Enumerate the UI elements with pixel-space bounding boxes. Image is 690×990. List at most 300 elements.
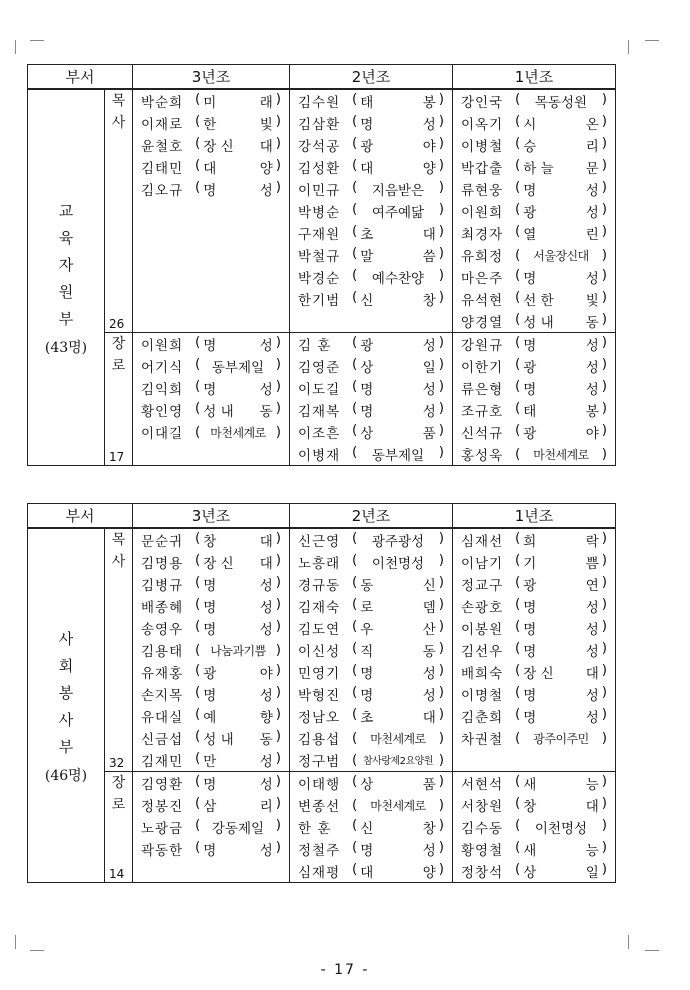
member-name: 박순희 [141, 95, 184, 111]
member-name: 손광호 [461, 600, 504, 616]
church-part: 명 [203, 382, 217, 398]
paren-close: ) [275, 618, 282, 634]
paren-open: ( [195, 91, 201, 107]
church-part: 성 [585, 644, 599, 660]
church-label [520, 113, 601, 133]
church-part: 광 [523, 426, 537, 442]
church-part: 상 [523, 865, 537, 881]
paren-open: ( [515, 618, 521, 634]
church-part: 대 [360, 865, 374, 881]
paren-open: ( [515, 246, 521, 263]
church-part: 양 [422, 161, 436, 177]
role-count: 14 [109, 867, 125, 881]
church-label [520, 684, 601, 704]
names-cell-g3 [133, 333, 290, 466]
paren-open: ( [352, 574, 358, 590]
member-name: 이민규 [298, 183, 341, 199]
church-part: 삼 [203, 799, 217, 815]
paren-open: ( [195, 334, 201, 350]
church-name [352, 223, 446, 243]
church-part: 명 [203, 600, 217, 616]
member-entry [461, 399, 609, 421]
church-label [357, 839, 438, 859]
church-label [520, 640, 601, 660]
member-name: 노흥래 [298, 556, 341, 572]
member-entry [461, 222, 609, 244]
member-name: 김수동 [461, 821, 504, 837]
church-label [520, 311, 601, 331]
church-part: 봉 [585, 404, 599, 420]
paren-close: ) [438, 706, 445, 722]
church-label [357, 618, 438, 638]
member-entry [298, 683, 446, 705]
member-name: 차권철 [461, 732, 504, 748]
church-label [357, 574, 438, 594]
role-label [105, 333, 132, 377]
paren-close: ) [601, 445, 608, 462]
dept-char: 자 [58, 256, 74, 274]
member-name: 배희숙 [461, 666, 504, 682]
paren-open: ( [352, 91, 358, 107]
church-part: 광 [360, 338, 374, 354]
church-label [520, 400, 601, 420]
paren-close: ) [601, 223, 608, 239]
church-part: 동 [259, 404, 273, 420]
paren-open: ( [515, 378, 521, 394]
church-part: 성 [585, 382, 599, 398]
church-part: 대 [360, 161, 374, 177]
paren-close: ) [275, 378, 282, 394]
member-entry [461, 377, 609, 399]
paren-open: ( [515, 773, 521, 789]
member-entry [298, 333, 446, 355]
church-label [357, 113, 438, 133]
church-label [520, 356, 601, 376]
role-cell [105, 89, 133, 333]
church-label [200, 135, 275, 155]
church-part: 품 [422, 426, 436, 442]
church-name [352, 422, 446, 442]
member-name: 구재원 [298, 227, 341, 243]
paren-close: ) [275, 135, 282, 151]
paren-open: ( [515, 839, 521, 855]
member-entry [461, 551, 609, 573]
church-label [357, 378, 438, 398]
church-part: 야 [422, 139, 436, 155]
church-name [195, 157, 283, 177]
paren-open: ( [352, 289, 358, 305]
crop-mark [645, 950, 659, 951]
member-name: 이도길 [298, 382, 341, 398]
church-name [352, 730, 446, 747]
church-label [200, 750, 275, 770]
church-label: 동부제일 [211, 360, 265, 376]
member-name: 정철주 [298, 843, 341, 859]
role-count: 17 [109, 450, 125, 464]
paren-open: ( [352, 179, 358, 195]
member-name: 박철규 [298, 249, 341, 265]
church-label [520, 574, 601, 594]
member-entry [141, 705, 283, 727]
church-label [520, 530, 601, 550]
paren-close: ) [601, 135, 608, 151]
paren-close: ) [601, 530, 608, 546]
role-char: 장 [111, 775, 126, 791]
paren-close: ) [438, 91, 445, 107]
member-name: 박형진 [298, 688, 341, 704]
church-label [520, 839, 601, 859]
church-part: 대 [259, 139, 273, 155]
church-part: 명 [360, 666, 374, 682]
church-name [352, 356, 446, 376]
church-name [352, 334, 446, 354]
church-part: 미 [203, 95, 217, 111]
church-label [357, 773, 438, 793]
church-part: 직 [360, 644, 374, 660]
paren-open: ( [515, 289, 521, 305]
member-name: 문순귀 [141, 534, 184, 550]
member-name: 김선우 [461, 644, 504, 660]
church-part: 만 [203, 754, 217, 770]
paren-close: ) [601, 334, 608, 350]
paren-close: ) [438, 796, 445, 813]
church-name [515, 640, 609, 660]
church-part: 성 [585, 600, 599, 616]
member-entry [298, 266, 446, 288]
member-entry [461, 838, 609, 860]
church-label: 강동제일 [211, 821, 265, 837]
role-char: 로 [111, 358, 126, 374]
paren-open: ( [352, 729, 358, 746]
member-name: 서창원 [461, 799, 504, 815]
member-name: 김용태 [141, 644, 184, 660]
church-part: 품 [422, 777, 436, 793]
church-part: 성 [585, 183, 599, 199]
church-part: 희 [523, 534, 537, 550]
church-part: 말 [360, 249, 374, 265]
dept-char: 부 [58, 310, 74, 328]
paren-open: ( [195, 378, 201, 394]
member-name: 김용섭 [298, 732, 341, 748]
church-label [357, 91, 438, 111]
church-label: 이천명성 [534, 821, 588, 837]
church-name [195, 684, 283, 704]
member-name: 이병철 [461, 139, 504, 155]
group-row [28, 772, 616, 883]
paren-open: ( [515, 706, 521, 722]
member-entry [298, 617, 446, 639]
church-label [357, 422, 438, 442]
church-label: 동부제일 [371, 448, 425, 464]
church-name [515, 861, 609, 881]
church-part: 동 [422, 644, 436, 660]
dept-name [28, 198, 104, 333]
paren-close: ) [601, 378, 608, 394]
header-row [28, 65, 616, 90]
paren-close: ) [601, 400, 608, 416]
church-name [352, 444, 446, 464]
church-part: 명 [203, 843, 217, 859]
church-name [515, 422, 609, 442]
role-label [105, 90, 132, 134]
member-name: 박경순 [298, 271, 341, 287]
paren-close: ) [275, 400, 282, 416]
church-name [195, 552, 283, 572]
paren-close: ) [275, 684, 282, 700]
church-name [515, 247, 609, 264]
paren-open: ( [352, 157, 358, 173]
church-part: 시 [523, 117, 537, 133]
crop-mark [628, 40, 629, 54]
member-entry [298, 816, 446, 838]
church-label [520, 223, 601, 243]
paren-close: ) [438, 356, 445, 372]
paren-open: ( [515, 135, 521, 151]
member-name: 노광금 [141, 821, 184, 837]
church-name [352, 378, 446, 398]
church-label [357, 640, 438, 660]
church-part: 명 [523, 338, 537, 354]
church-part: 우 [360, 622, 374, 638]
header-dept: 부서 [28, 504, 133, 529]
church-label [520, 135, 601, 155]
church-part: 성 내 [203, 404, 234, 420]
church-part: 명 [203, 777, 217, 793]
paren-close: ) [601, 729, 608, 746]
names-cell-g3 [133, 772, 290, 883]
paren-open: ( [195, 530, 201, 546]
member-entry [461, 705, 609, 727]
paren-open: ( [515, 91, 521, 107]
member-entry [141, 355, 283, 377]
paren-open: ( [352, 223, 358, 239]
member-entry [461, 661, 609, 683]
member-entry [141, 573, 283, 595]
member-entry [141, 727, 283, 749]
paren-open: ( [352, 378, 358, 394]
church-label [200, 552, 275, 572]
church-part: 성 내 [203, 732, 234, 748]
church-label [357, 684, 438, 704]
paren-open: ( [195, 552, 201, 568]
church-name [195, 356, 283, 376]
church-name [352, 530, 446, 550]
paren-close: ) [438, 817, 445, 833]
church-part: 열 [523, 227, 537, 243]
header-2yr: 2년조 [290, 65, 453, 90]
church-name [352, 574, 446, 594]
member-entry [298, 661, 446, 683]
dept-char: 사 [58, 630, 74, 648]
church-part: 명 [523, 271, 537, 287]
church-part: 명 [203, 338, 217, 354]
member-entry [298, 551, 446, 573]
church-part: 양 [422, 865, 436, 881]
paren-close: ) [275, 423, 282, 440]
member-entry [298, 222, 446, 244]
member-entry [461, 178, 609, 200]
role-label [105, 529, 132, 573]
church-name [352, 400, 446, 420]
member-name: 강인국 [461, 95, 504, 111]
church-label [520, 157, 601, 177]
member-entry [461, 573, 609, 595]
church-part: 명 [523, 600, 537, 616]
names-cell-g1 [453, 89, 616, 333]
church-label [520, 289, 601, 309]
church-label [200, 400, 275, 420]
church-part: 창 [523, 799, 537, 815]
church-name [352, 817, 446, 837]
church-name [515, 334, 609, 354]
church-name [195, 817, 283, 837]
church-part: 명 [203, 688, 217, 704]
member-entry [461, 333, 609, 355]
member-name: 유석현 [461, 293, 504, 309]
names-cell-g3 [133, 528, 290, 772]
member-name: 윤철호 [141, 139, 184, 155]
church-part: 산 [422, 622, 436, 638]
church-label: 광주광성 [371, 534, 425, 550]
member-name: 경규동 [298, 578, 341, 594]
church-label [357, 400, 438, 420]
church-part: 빛 [585, 293, 599, 309]
church-name [352, 201, 446, 221]
member-entry [461, 90, 609, 112]
member-entry [461, 112, 609, 134]
role-cell [105, 772, 133, 883]
member-entry [141, 90, 283, 112]
member-entry [141, 112, 283, 134]
paren-open: ( [352, 773, 358, 789]
paren-open: ( [515, 223, 521, 239]
church-label: 마천세계로 [210, 425, 266, 440]
paren-close: ) [601, 817, 608, 833]
church-label [357, 223, 438, 243]
paren-close: ) [601, 662, 608, 678]
church-part: 향 [259, 710, 273, 726]
member-name: 김익희 [141, 382, 184, 398]
paren-open: ( [195, 641, 201, 658]
member-entry [141, 399, 283, 421]
church-part: 리 [259, 799, 273, 815]
paren-open: ( [195, 684, 201, 700]
church-label [520, 662, 601, 682]
church-part: 태 [360, 95, 374, 111]
paren-close: ) [275, 574, 282, 590]
paren-open: ( [352, 245, 358, 261]
role-char: 목 [111, 532, 126, 548]
member-name: 어기식 [141, 360, 184, 376]
paren-close: ) [438, 179, 445, 195]
member-name: 최경자 [461, 227, 504, 243]
paren-open: ( [515, 311, 521, 327]
member-name: 이태행 [298, 777, 341, 793]
church-part: 성 [259, 578, 273, 594]
church-name [352, 135, 446, 155]
role-char: 사 [111, 554, 126, 570]
paren-close: ) [601, 246, 608, 263]
member-entry [141, 529, 283, 551]
member-entry [298, 399, 446, 421]
member-name: 신석규 [461, 426, 504, 442]
church-part: 창 [422, 821, 436, 837]
member-entry [461, 772, 609, 794]
member-entry [298, 112, 446, 134]
paren-close: ) [438, 729, 445, 746]
member-entry [298, 200, 446, 222]
church-name [515, 400, 609, 420]
church-part: 성 [585, 338, 599, 354]
church-part: 락 [585, 534, 599, 550]
church-part: 성 [259, 622, 273, 638]
crop-mark [628, 935, 629, 949]
member-entry [461, 683, 609, 705]
church-name [195, 424, 283, 441]
member-entry [141, 838, 283, 860]
member-entry [461, 355, 609, 377]
paren-close: ) [275, 817, 282, 833]
paren-close: ) [601, 113, 608, 129]
member-entry [298, 749, 446, 771]
church-part: 창 [422, 293, 436, 309]
church-part: 신 [360, 821, 374, 837]
church-name [195, 334, 283, 354]
paren-close: ) [438, 400, 445, 416]
church-label [200, 334, 275, 354]
church-label [520, 267, 601, 287]
paren-open: ( [195, 618, 201, 634]
member-entry [141, 617, 283, 639]
church-label: 마천세계로 [370, 731, 426, 746]
church-part: 대 [422, 227, 436, 243]
church-name [515, 289, 609, 309]
paren-close: ) [275, 662, 282, 678]
paren-open: ( [515, 179, 521, 195]
church-part: 성 [585, 271, 599, 287]
paren-open: ( [352, 861, 358, 877]
paren-close: ) [601, 640, 608, 656]
paren-open: ( [195, 839, 201, 855]
member-name: 김재숙 [298, 600, 341, 616]
names-cell-g1 [453, 528, 616, 772]
member-name: 양경열 [461, 315, 504, 331]
church-part: 태 [523, 404, 537, 420]
church-part: 장 신 [203, 139, 234, 155]
church-name [352, 618, 446, 638]
church-label: 여주예닮 [371, 205, 425, 221]
paren-open: ( [195, 596, 201, 612]
member-entry [141, 134, 283, 156]
church-name [352, 157, 446, 177]
church-label [200, 113, 275, 133]
paren-open: ( [352, 334, 358, 350]
church-name [195, 135, 283, 155]
member-name: 서현석 [461, 777, 504, 793]
member-name: 박병순 [298, 205, 341, 221]
church-label [357, 706, 438, 726]
member-name: 배종혜 [141, 600, 184, 616]
church-label [200, 179, 275, 199]
paren-close: ) [438, 839, 445, 855]
church-part: 연 [585, 578, 599, 594]
paren-close: ) [438, 267, 445, 283]
paren-open: ( [515, 422, 521, 438]
paren-close: ) [601, 552, 608, 568]
paren-close: ) [438, 444, 445, 460]
church-label: 마천세계로 [533, 447, 589, 462]
roster-table-social-service [27, 503, 616, 883]
